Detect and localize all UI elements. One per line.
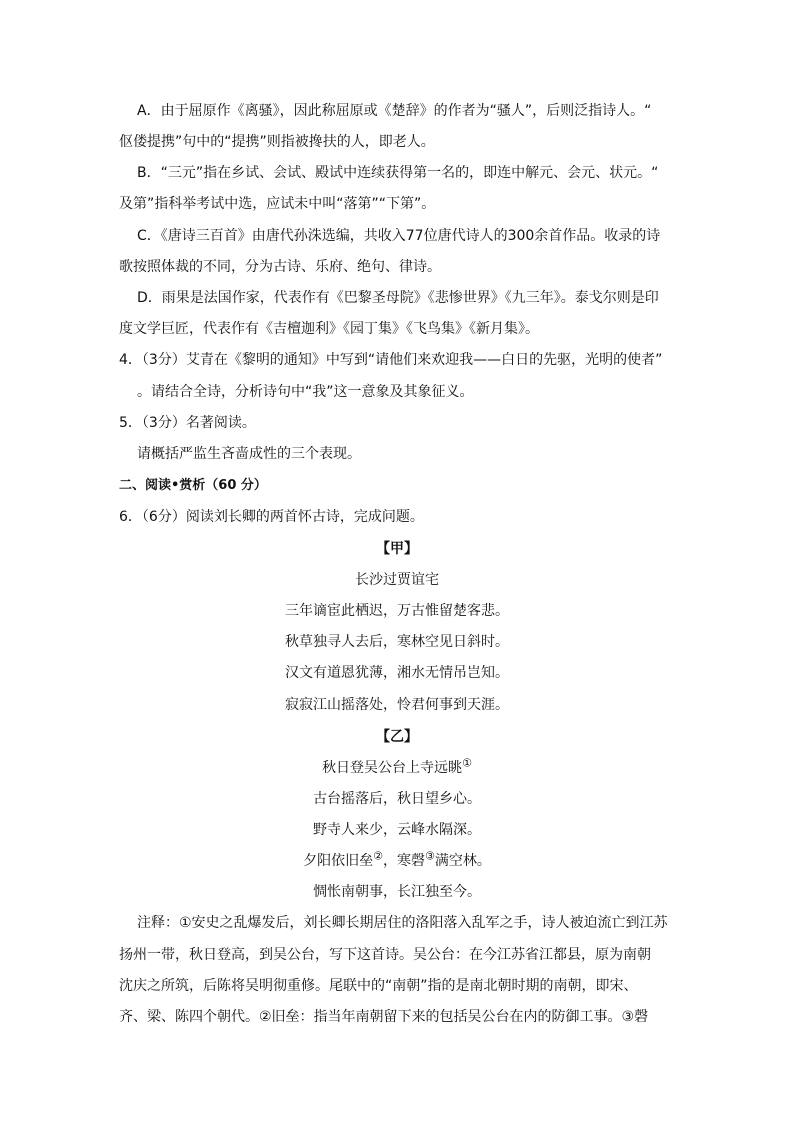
poem-yi-line-1: 古台摇落后，秋日望乡心。 — [313, 791, 481, 807]
option-a-line-1: A．由于屈原作《离骚》，因此称屈原或《楚辞》的作者为“骚人”，后则泛指诗人。“ — [137, 103, 652, 119]
poem-yi-line-3 — [0, 849, 794, 870]
question-5-line-1: 5．（3分）名著阅读。 — [119, 415, 256, 431]
option-a-line-2: 伛偻提携”句中的“提携”则指被搀扶的人，即老人。 — [119, 134, 435, 150]
option-d-line-2: 度文学巨匠，代表作有《吉檀迦利》《园丁集》《飞鸟集》《新月集》。 — [119, 321, 539, 337]
option-c-line-2: 歌按照体裁的不同，分为古诗、乐府、绝句、律诗。 — [119, 259, 441, 275]
footnote-marker-1: ① — [462, 756, 472, 770]
poem-yi-label: 【乙】 — [376, 729, 418, 745]
option-c-line-1: C．《唐诗三百首》由唐代孙洙选编，共收入77位唐代诗人的300余首作品。收录的诗 — [137, 228, 661, 244]
poem-jia-line-3: 汉文有道恩犹薄，湘水无情吊岂知。 — [285, 665, 509, 681]
notes-line-4: 齐、梁、陈四个朝代。②旧垒：指当年南朝留下来的包括吴公台在内的防御工事。③磬 — [119, 1009, 649, 1025]
poem-yi-line-3-part-2: ，寒磬 — [383, 853, 425, 869]
footnote-marker-3: ③ — [425, 849, 435, 863]
option-b-line-1: B．“三元”指在乡试、会试、殿试中连续获得第一名的，即连中解元、会元、状元。“ — [137, 165, 659, 181]
poem-yi-title-line — [0, 756, 794, 777]
question-4-line-2: 。请结合全诗，分析诗句中“我”这一意象及其象征义。 — [137, 384, 474, 400]
poem-yi-line-3-part-3: 满空林。 — [434, 853, 491, 869]
notes-line-3: 沈庆之所筑，后陈将吴明彻重修。尾联中的“南朝”指的是南北朝时期的南朝，即宋、 — [119, 978, 638, 994]
poem-jia-line-1: 三年谪宦此栖迟，万古惟留楚客悲。 — [285, 603, 509, 619]
poem-jia-label: 【甲】 — [376, 541, 418, 557]
notes-line-2: 扬州一带，秋日登高，到吴公台，写下这首诗。吴公台：在今江苏省江都县，原为南朝 — [119, 947, 651, 963]
section-2-heading: 二、阅读•赏析（60 分） — [119, 478, 267, 493]
question-5-line-2: 请概括严监生吝啬成性的三个表现。 — [137, 446, 361, 462]
poem-jia-line-4: 寂寂江山摇落处，怜君何事到天涯。 — [285, 697, 509, 713]
poem-jia-title: 长沙过贾谊宅 — [355, 572, 439, 588]
footnote-marker-2: ② — [373, 849, 383, 863]
question-4-line-1: 4．（3分）艾青在《黎明的通知》中写到“请他们来欢迎我——白日的先驱，光明的使者” — [119, 352, 663, 368]
option-d-line-1: D．雨果是法国作家，代表作有《巴黎圣母院》《悲惨世界》《九三年》。泰戈尔则是印 — [137, 290, 659, 306]
poem-jia-line-2: 秋草独寻人去后，寒林空见日斜时。 — [285, 634, 509, 650]
poem-yi-title: 秋日登吴公台上寺远眺 — [322, 760, 463, 776]
poem-yi-line-4: 惆怅南朝事，长江独至今。 — [313, 884, 481, 900]
poem-yi-line-3-part-1: 夕阳依旧垒 — [303, 853, 374, 869]
poem-yi-line-2: 野寺人来少，云峰水隔深。 — [313, 822, 481, 838]
option-b-line-2: 及第”指科举考试中选，应试未中叫“落第”“下第”。 — [119, 196, 436, 212]
question-6-line-1: 6．（6分）阅读刘长卿的两首怀古诗，完成问题。 — [119, 509, 424, 525]
notes-line-1: 注释：①安史之乱爆发后，刘长卿长期居住的洛阳落入乱军之手，诗人被迫流亡到江苏 — [137, 915, 668, 931]
